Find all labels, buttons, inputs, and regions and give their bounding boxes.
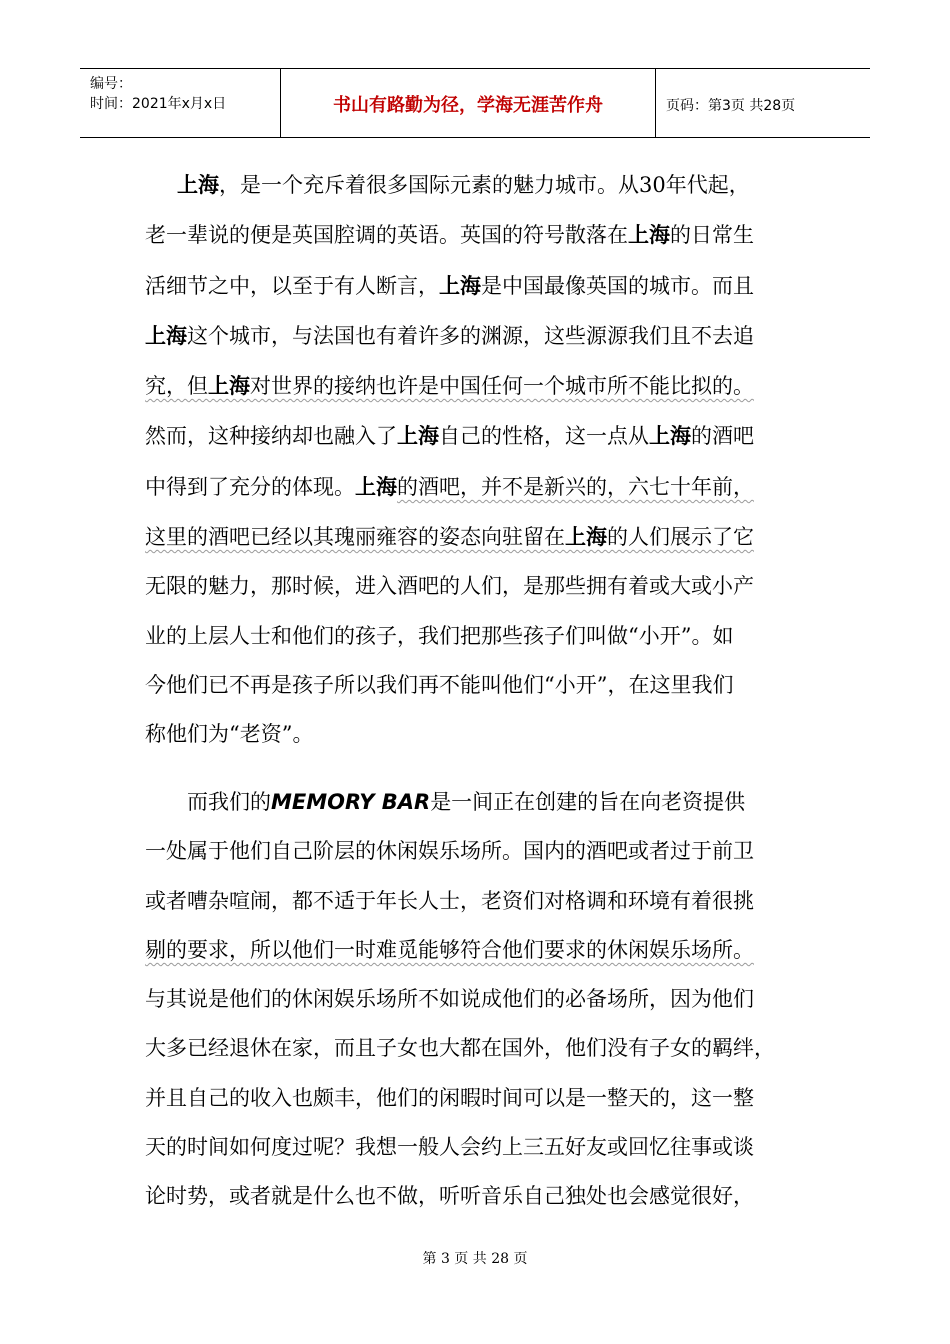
page-footer: 第 3 页 共 28 页 xyxy=(422,1251,528,1267)
text-line: 一处属于他们自己阶层的休闲娱乐场所。国内的酒吧或者过于前卫 xyxy=(145,839,754,864)
paragraph-2 xyxy=(145,778,825,1222)
memory-bar-name: MEMORY BAR xyxy=(271,790,431,814)
header-motto-cell xyxy=(281,69,656,137)
date-line: 时间：2021年x月x日 xyxy=(90,96,227,112)
serial-number-label: 编号： xyxy=(90,76,132,92)
keyword-shanghai: 上海 xyxy=(628,222,670,248)
text-line: 或者嘈杂喧闹，都不适于年长人士，老资们对格调和环境有着很挑 xyxy=(145,888,754,913)
keyword-shanghai: 上海 xyxy=(177,172,219,197)
keyword-shanghai: 上海 xyxy=(649,423,691,449)
page-number-info: 页码：第3页 共28页 xyxy=(666,98,796,114)
text-line: 大多已经退休在家，而且子女也大都在国外，他们没有子女的羁绊， xyxy=(145,1036,775,1061)
text-line: 老一辈说的便是英国腔调的英语。英国的符号散落在上海的日常生 xyxy=(145,222,754,248)
keyword-shanghai: 上海 xyxy=(145,322,187,348)
text-line: 上海，是一个充斥着很多国际元素的魅力城市。从30年代起， xyxy=(177,172,750,197)
keyword-shanghai: 上海 xyxy=(397,423,439,449)
header-meta-cell xyxy=(80,69,281,137)
text-line: 业的上层人士和他们的孩子，我们把那些孩子们叫做“小开”。如 xyxy=(145,623,734,648)
text-line: 称他们为“老资”。 xyxy=(145,722,314,747)
text-line: 活细节之中，以至于有人断言，上海是中国最像英国的城市。而且 xyxy=(145,272,754,298)
text-line: 究，但上海对世界的接纳也许是中国任何一个城市所不能比拟的。 xyxy=(145,373,754,399)
text-line: 中得到了充分的体现。上海的酒吧，并不是新兴的，六七十年前， xyxy=(145,473,754,499)
text-line: 与其说是他们的休闲娱乐场所不如说成他们的必备场所，因为他们 xyxy=(145,987,754,1012)
header-table xyxy=(80,68,870,138)
text-line: 然而，这种接纳却也融入了上海自己的性格，这一点从上海的酒吧 xyxy=(145,423,754,449)
paragraph-1 xyxy=(145,160,825,760)
text-line: 今他们已不再是孩子所以我们再不能叫他们“小开”，在这里我们 xyxy=(145,672,734,697)
text-line: 论时势，或者就是什么也不做，听听音乐自己独处也会感觉很好， xyxy=(145,1184,754,1209)
motto-text: 书山有路勤为径，学海无涯苦作舟 xyxy=(333,95,603,116)
text-line: 而我们的MEMORY BAR是一间正在创建的旨在向老资提供 xyxy=(187,790,746,814)
text-line: 并且自己的收入也颇丰，他们的闲暇时间可以是一整天的，这一整 xyxy=(145,1085,754,1110)
keyword-shanghai: 上海 xyxy=(355,473,397,499)
keyword-shanghai: 上海 xyxy=(565,524,607,550)
keyword-shanghai: 上海 xyxy=(439,272,481,298)
text-line: 剔的要求，所以他们一时难觅能够符合他们要求的休闲娱乐场所。 xyxy=(145,937,754,962)
text-line: 无限的魅力，那时候，进入酒吧的人们，是那些拥有着或大或小产 xyxy=(145,574,754,599)
header-page-cell xyxy=(656,69,870,137)
text-line: 天的时间如何度过呢？我想一般人会约上三五好友或回忆往事或谈 xyxy=(145,1135,754,1160)
keyword-shanghai: 上海 xyxy=(208,373,250,399)
text-line: 这里的酒吧已经以其瑰丽雍容的姿态向驻留在上海的人们展示了它 xyxy=(145,524,754,550)
text-line: 上海这个城市，与法国也有着许多的渊源，这些源源我们且不去追 xyxy=(145,322,754,348)
